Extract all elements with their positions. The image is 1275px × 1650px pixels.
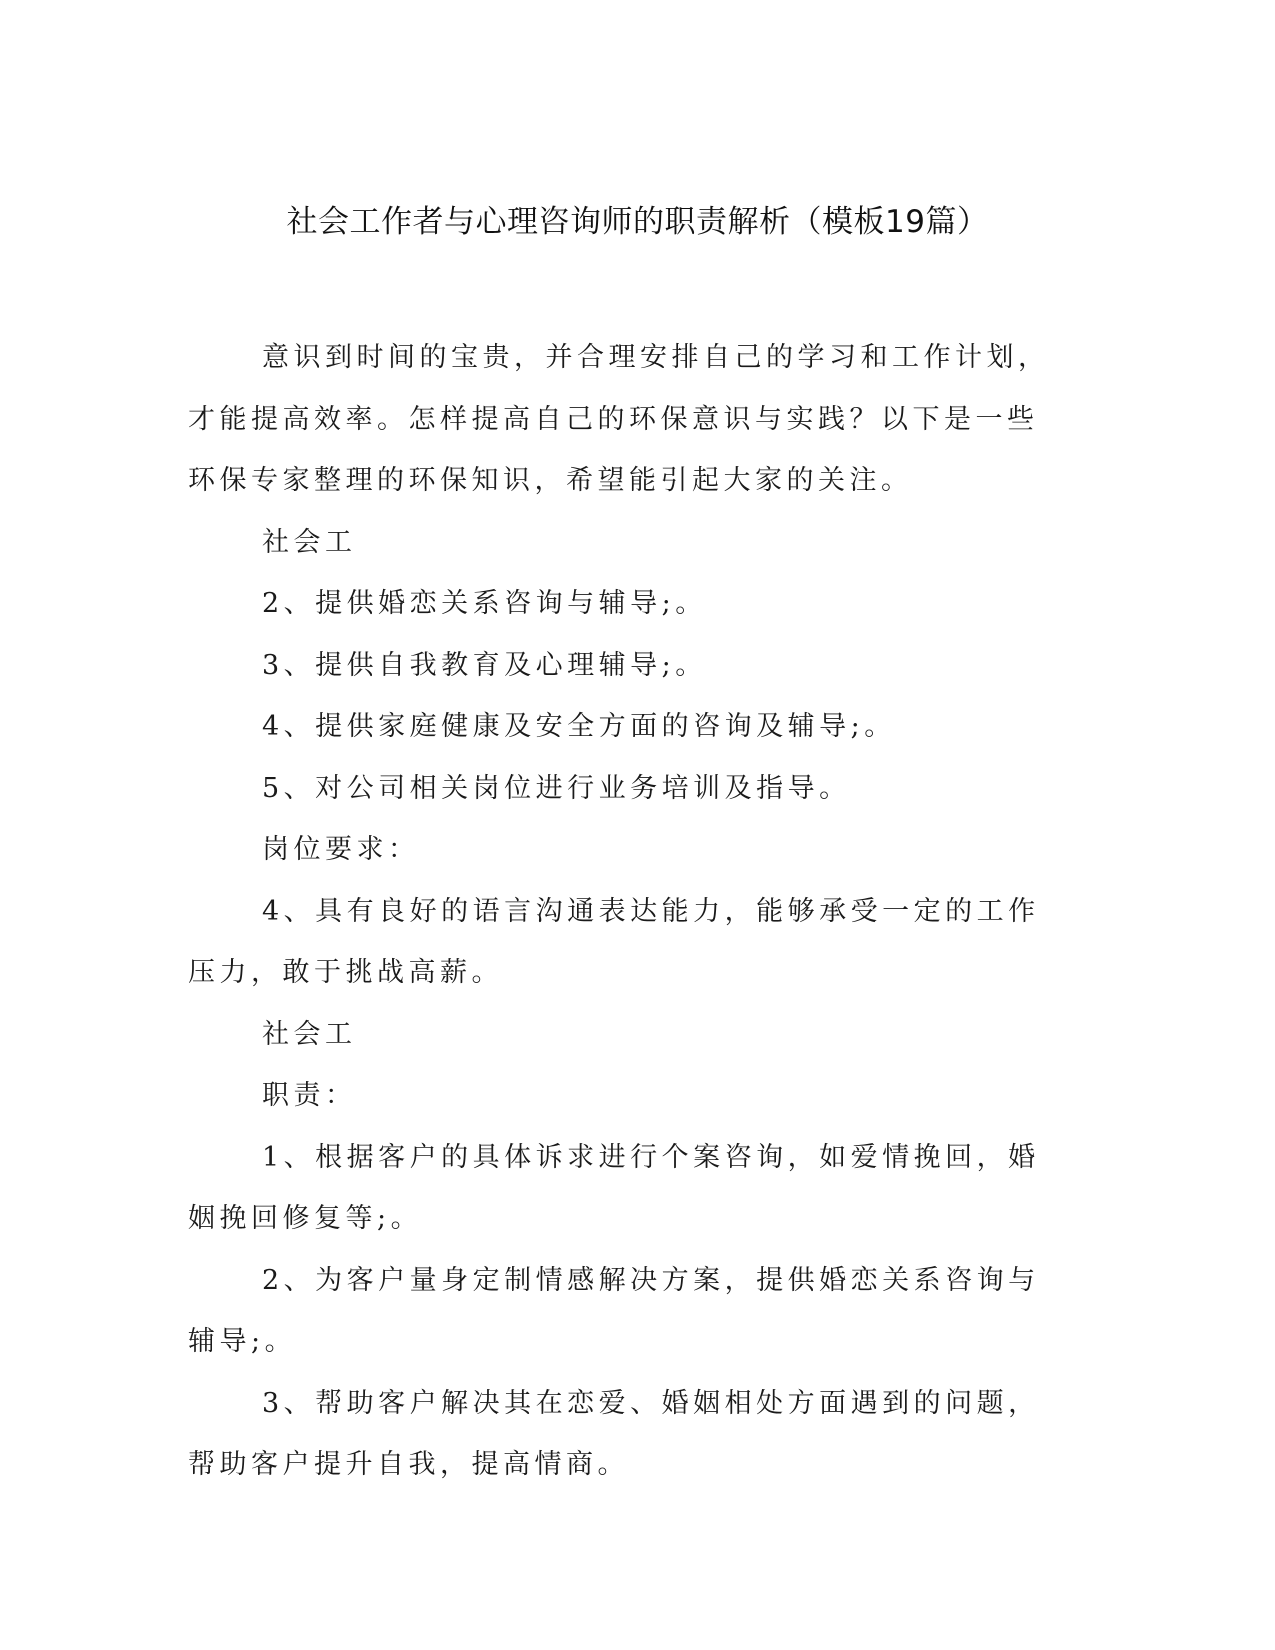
document-body <box>188 327 1068 1496</box>
document-title: 社会工作者与心理咨询师的职责解析（模板19篇） <box>286 204 989 240</box>
paragraph-section-heading: 社会工 <box>262 1018 357 1050</box>
paragraph-list-item: 5、对公司相关岗位进行业务培训及指导。 <box>262 772 851 804</box>
paragraph-list-item: 3、提供自我教育及心理辅导;。 <box>262 649 707 681</box>
paragraph-list-item: 4、具有良好的语言沟通表达能力，能够承受一定的工作压力，敢于挑战高薪。 <box>188 895 1040 988</box>
paragraph-list-item: 3、帮助客户解决其在恋爱、婚姻相处方面遇到的问题，帮助客户提升自我，提高情商。 <box>188 1387 1040 1480</box>
paragraph-list-item: 1、根据客户的具体诉求进行个案咨询，如爱情挽回，婚姻挽回修复等;。 <box>188 1141 1040 1234</box>
paragraph-list-item: 2、为客户量身定制情感解决方案，提供婚恋关系咨询与辅导;。 <box>188 1264 1040 1357</box>
paragraph-duties-heading: 职责： <box>262 1080 357 1111</box>
paragraph-list-item: 4、提供家庭健康及安全方面的咨询及辅导;。 <box>262 711 896 742</box>
paragraph-list-item: 2、提供婚恋关系咨询与辅导;。 <box>262 588 707 619</box>
paragraph-section-heading: 社会工 <box>262 526 357 558</box>
paragraph-requirements-heading: 岗位要求： <box>262 834 420 865</box>
paragraph-intro: 意识到时间的宝贵，并合理安排自己的学习和工作计划，才能提高效率。怎样提高自己的环保意识与实践？以下是一些环保专家整理的环保知识，希望能引起大家的关注。 <box>188 342 1050 496</box>
